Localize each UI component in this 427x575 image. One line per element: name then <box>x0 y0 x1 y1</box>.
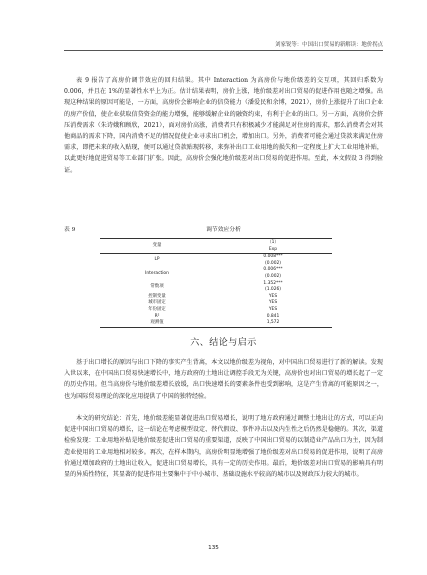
table-row <box>100 300 332 307</box>
paragraph-regression-results: 表 9 报告了高房价调节效应的回归结果。其中 Interaction 为高房价与地价级差的交互项，其回归系数为 0.006，并且在 1%的显著性水平上为正。估计结果表明，房价上涨，地价级差对出口贸易的促进作用也随之增强。出现这种结果的原因可能是，一方面，高房价会影响企业的信贷能力（潘爱民和余博，2021），房价上涨提升了出口企业的房产价值，使企业获取信贷资金的能力增强，能够缓解企业的融资约束，有利于企业的出口。另一方面，高房价会挤压消费需求（朱诗娥和顾欣，2021），面对房价高涨，消费者只有积极减少才能满足对住房的需求，那么消费者会对其他商品的需求下降，国内消费不足的情况促使企业寻求出口机会，增加出口。另外，消费者可能会通过贷款来满足住房需求，即把未来的收入贴现，便可以通过贷款贴现转移，来弥补出口工业用地的损失和一定程度上扩大工业用地补贴，以此更好地促进贸易等工业部门扩张。因此，高房价会强化地价级差对出口贸易的促进作用。至此，本文假设 3 得到验证。 <box>64 77 383 174</box>
page-number: 135 <box>208 545 219 551</box>
table-row <box>100 307 332 314</box>
table-row <box>100 281 332 288</box>
header-column-number: （1） <box>214 239 332 247</box>
table-cell-variable: R² <box>154 313 160 319</box>
table-cell-variable: 常数项 <box>150 283 164 289</box>
table-cell-standard-error: (1.026) <box>265 287 281 293</box>
table-body <box>100 254 332 328</box>
table-cell-coefficient: YES <box>268 293 278 299</box>
table-cell-coefficient: 1,572 <box>214 320 332 327</box>
table-row <box>100 314 332 321</box>
running-header: 刘家锐等：中国出口贸易的新解读：地价拐点 <box>275 42 383 48</box>
table-cell-variable: 城市固定 <box>148 300 166 306</box>
table-cell-variable: 年份固定 <box>148 306 166 312</box>
table-row <box>100 267 332 274</box>
table-cell-coefficient: 0.841 <box>266 313 280 319</box>
table-row <box>100 254 332 261</box>
table-cell-coefficient: 0.006*** <box>263 267 283 273</box>
table-cell-coefficient: YES <box>268 300 278 306</box>
table-cell-standard-error: (0.002) <box>265 260 281 266</box>
table-row <box>100 320 332 327</box>
regression-table <box>100 238 332 328</box>
paragraph-conclusion-intro: 基于出口增长的原因与出口下降的事实产生背离，本文以地价级差为视角，对中国出口贸易进行了新的解读。发现入世以来，在中国出口贸易快速增长中，地方政府的土地出让调控手段无为关键，高房价也对出口贸易的增长起了一定的历史作用。但当高房价与地价级差增长放缓，出口快速增长的要素条件也受到影响，这是产生背离的可能原因之一，也为国际贸易理论的深化应用提供了中国的独特经验。 <box>64 359 383 400</box>
table-cell-standard-error: (0.002) <box>265 273 281 279</box>
paragraph-conclusion-findings: 本文的研究结论：首先，地价级差能显著促进出口贸易增长，说明了地方政府通过调整土地出让的方式，可以正向促进中国出口贸易的增长，这一结论在考虑模型设定、替代假设、事件冲击以及内生性之后仍然是稳健的。其次，渠道检验发现：工业用地补贴是地价级差促进出口贸易的重要渠道，反映了中国出口贸易的以制造业产品出口为主，因为制造业使用的工业用地相对较多。再次，在样本期内，高房价明显地增强了地价级差对出口贸易的促进作用，说明了高房价通过增加政府的土地出让收入，促进出口贸易增长，具有一定的历史作用。最后，地价级差对出口贸易的影响具有明显的异质性特征，其显著的促进作用主要集中于中小城市、基础设施水平较高的城市以及财政压力较大的城市。 <box>64 415 383 479</box>
table-cell-variable: 观测值 <box>100 320 214 327</box>
header-variable: 变量 <box>100 239 214 254</box>
table-cell-variable: Interaction <box>145 270 169 276</box>
table-cell-coefficient: YES <box>268 306 278 312</box>
table-cell-coefficient: 1.352*** <box>263 280 283 286</box>
table-number: 表 9 <box>64 227 76 233</box>
header-rule <box>64 50 383 51</box>
header-dependent-variable: Exp <box>214 247 332 254</box>
table-row <box>100 294 332 301</box>
section-title: 六、结论与启示 <box>190 338 257 348</box>
table-cell-coefficient: 0.008*** <box>263 254 283 260</box>
table-cell-variable: 控制变量 <box>148 293 166 299</box>
table-cell-variable: LP <box>154 257 160 263</box>
table-title: 调节效应分析 <box>206 227 241 233</box>
table-header-row <box>100 239 332 247</box>
